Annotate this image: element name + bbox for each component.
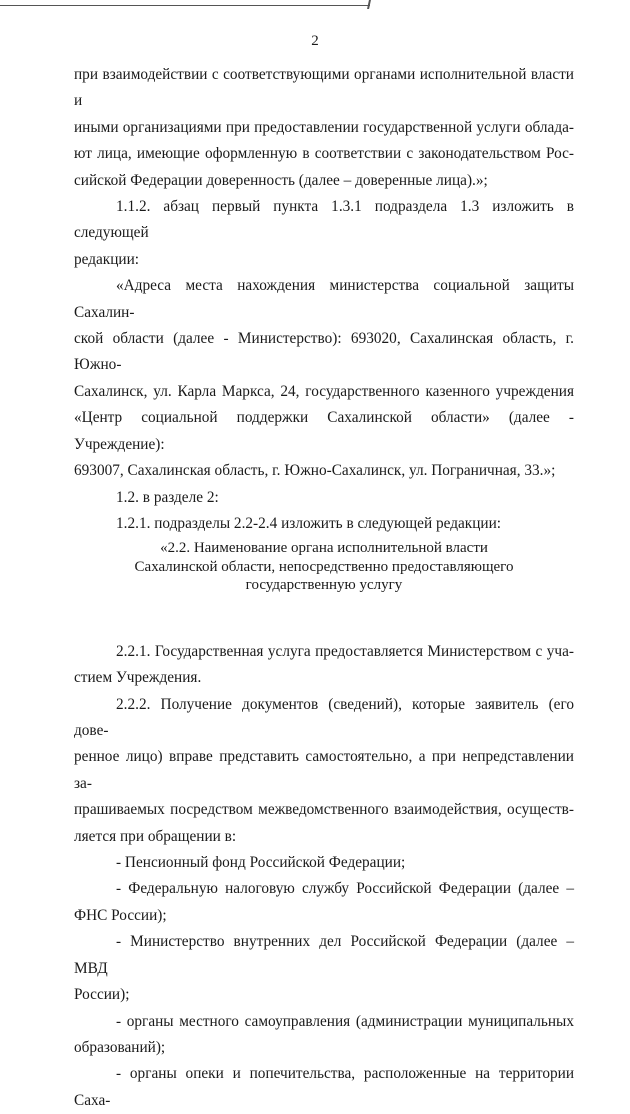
- text-line: редакции:: [74, 250, 140, 268]
- page-number: 2: [311, 33, 319, 49]
- scan-top-rule: [0, 5, 370, 6]
- document-body: [74, 62, 574, 1114]
- text-line: стием Учреждения.: [74, 669, 202, 687]
- section-heading: [74, 539, 574, 595]
- text-line: ренное лицо) вправе представить самостоятельно, а при непредставлении за-: [74, 748, 574, 792]
- list-item: - Министерство внутренних дел Российской Федерации (далее – МВД: [74, 933, 574, 977]
- text-line: ляется при обращении в:: [74, 827, 237, 845]
- text-line: ФНС России);: [74, 906, 167, 924]
- spacer: [74, 595, 574, 639]
- text-line: 2.2.1. Государственная услуга предоставляется Министерством с уча-: [116, 642, 574, 660]
- text-line: Сахалинск, ул. Карла Маркса, 24, государственного казенного учреждения: [74, 382, 574, 400]
- heading-line: Сахалинской области, непосредственно предоставляющего: [134, 558, 514, 575]
- text-line: ской области (далее - Министерство): 693020, Сахалинская область, г. Южно-: [74, 330, 574, 374]
- text-line: иными организациями при предоставлении государственной услуги облада-: [74, 118, 574, 136]
- text-line: образований);: [74, 1038, 166, 1056]
- list-item: - Пенсионный фонд Российской Федерации;: [116, 854, 406, 872]
- text-line: «Адреса места нахождения министерства социальной защиты Сахалин-: [74, 277, 574, 321]
- text-line: 2.2.2. Получение документов (сведений), которые заявитель (его дове-: [74, 695, 574, 740]
- list-item: - органы местного самоуправления (администрации муниципальных: [116, 1012, 574, 1030]
- text-line: «Центр социальной поддержки Сахалинской области» (далее - Учреждение):: [74, 409, 574, 453]
- heading-line: государственную услугу: [245, 577, 403, 594]
- text-line: России);: [74, 986, 130, 1004]
- text-line: при взаимодействии с соответствующими органами исполнительной власти и: [74, 66, 574, 110]
- text-line: ют лица, имеющие оформленную в соответствии с законодательством Рос-: [74, 145, 574, 163]
- text-line: 1.2. в разделе 2:: [116, 488, 219, 506]
- list-item: - Федеральную налоговую службу Российской Федерации (далее –: [116, 880, 574, 898]
- heading-line: «2.2. Наименование органа исполнительной власти: [160, 540, 488, 557]
- scan-mark: [367, 0, 371, 9]
- text-line: сийской Федерации доверенность (далее – доверенные лица).»;: [74, 171, 488, 189]
- text-line: 1.2.1. подразделы 2.2-2.4 изложить в следующей редакции:: [116, 514, 502, 532]
- text-line: 693007, Сахалинская область, г. Южно-Сахалинск, ул. Пограничная, 33.»;: [74, 462, 556, 480]
- text-line: прашиваемых посредством межведомственного взаимодействия, осуществ-: [74, 801, 574, 819]
- list-item: - органы опеки и попечительства, расположенные на территории Саха-: [74, 1065, 574, 1109]
- text-line: 1.1.2. абзац первый пункта 1.3.1 подраздела 1.3 изложить в следующей: [74, 198, 574, 242]
